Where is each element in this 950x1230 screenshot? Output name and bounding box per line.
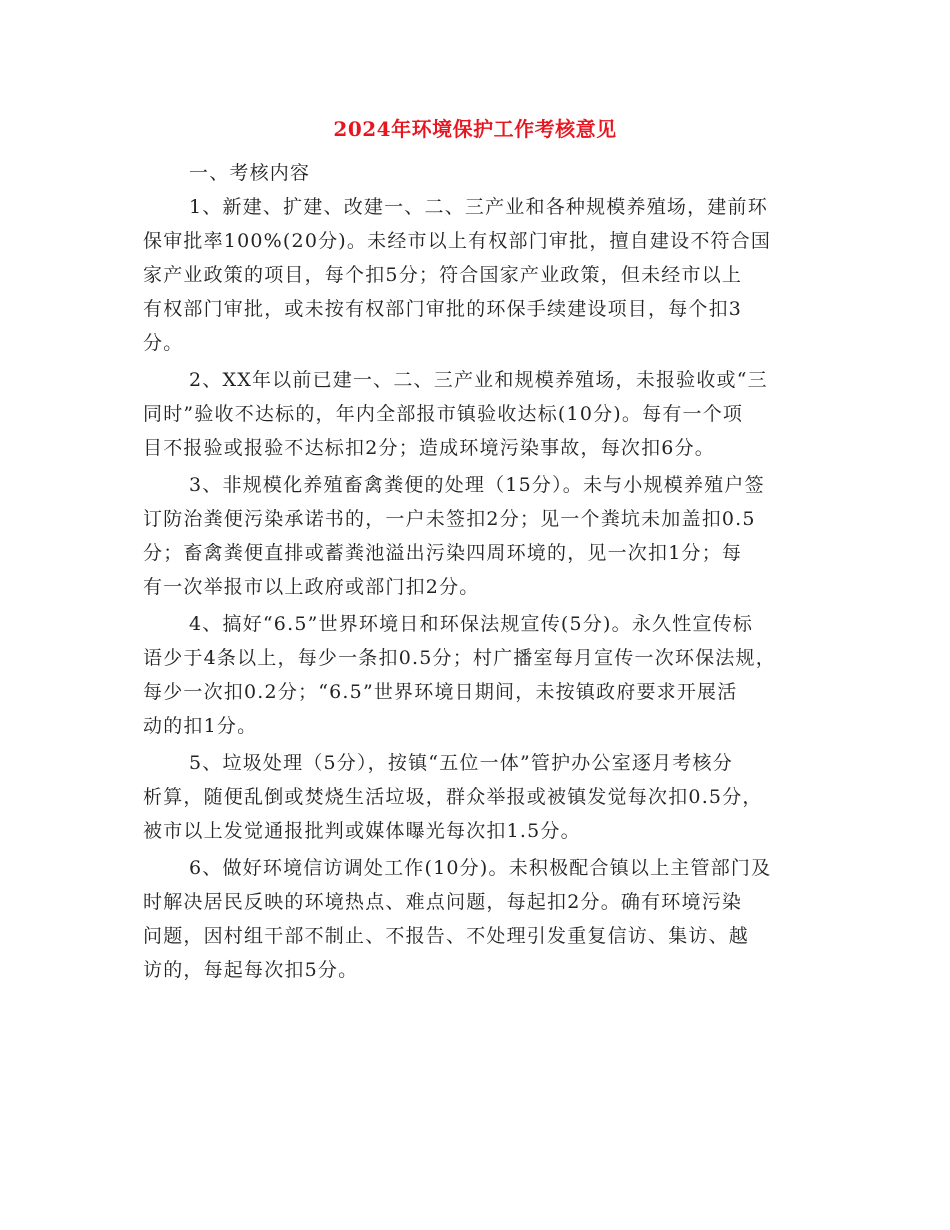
section-heading: 一、考核内容 <box>189 162 311 184</box>
document-body <box>143 156 823 987</box>
paragraph-line: 时解决居民反映的环境热点、难点问题，每起扣2分。确有环境污染 <box>143 891 743 913</box>
paragraph-line: 访的，每起每次扣5分。 <box>143 959 359 981</box>
paragraph-line: 分；畜禽粪便直排或蓄粪池溢出污染四周环境的，见一次扣1分；每 <box>143 542 743 564</box>
paragraph-line: 有一次举报市以上政府或部门扣2分。 <box>143 576 480 598</box>
paragraph-line: 分。 <box>143 332 184 354</box>
paragraph-line: 3、非规模化养殖畜禽粪便的处理（15分）。未与小规模养殖户签 <box>189 474 765 496</box>
paragraph-line: 5、垃圾处理（5分），按镇“五位一体”管护办公室逐月考核分 <box>189 752 733 774</box>
paragraph-line: 家产业政策的项目，每个扣5分；符合国家产业政策，但未经市以上 <box>143 264 743 286</box>
paragraph-line: 每少一次扣0.2分；“6.5”世界环境日期间，未按镇政府要求开展活 <box>143 681 738 703</box>
item-5 <box>143 746 823 848</box>
item-6 <box>143 851 823 987</box>
item-3 <box>143 468 823 604</box>
paragraph-line: 目不报验或报验不达标扣2分；造成环境污染事故，每次扣6分。 <box>143 437 715 459</box>
item-2 <box>143 363 823 465</box>
paragraph-line: 4、搞好“6.5”世界环境日和环保法规宣传(5分)。永久性宣传标 <box>189 613 754 635</box>
paragraph-line: 同时”验收不达标的，年内全部报市镇验收达标(10分)。每有一个项 <box>143 403 744 425</box>
item-1 <box>143 190 823 360</box>
paragraph-line: 动的扣1分。 <box>143 715 258 737</box>
paragraph-line: 语少于4条以上，每少一条扣0.5分；村广播室每月宣传一次环保法规， <box>143 647 776 669</box>
paragraph-line: 订防治粪便污染承诺书的，一户未签扣2分；见一个粪坑未加盖扣0.5 <box>143 508 756 530</box>
paragraph-line: 有权部门审批，或未按有权部门审批的环保手续建设项目，每个扣3 <box>143 298 743 320</box>
paragraph-line: 问题，因村组干部不制止、不报告、不处理引发重复信访、集访、越 <box>143 925 750 947</box>
paragraph-line: 被市以上发觉通报批判或媒体曝光每次扣1.5分。 <box>143 820 581 842</box>
item-4 <box>143 607 823 743</box>
paragraph-line: 保审批率100%(20分)。未经市以上有权部门审批，擅自建设不符合国 <box>143 230 772 252</box>
paragraph-line: 析算，随便乱倒或焚烧生活垃圾，群众举报或被镇发觉每次扣0.5分， <box>143 786 763 808</box>
paragraph-line: 1、新建、扩建、改建一、二、三产业和各种规模养殖场，建前环 <box>189 196 768 218</box>
paragraph-line: 6、做好环境信访调处工作(10分)。未积极配合镇以上主管部门及 <box>189 857 772 879</box>
paragraph-line: 2、XX年以前已建一、二、三产业和规模养殖场，未报验收或“三 <box>189 369 768 391</box>
document-title: 2024年环境保护工作考核意见 <box>333 117 617 141</box>
